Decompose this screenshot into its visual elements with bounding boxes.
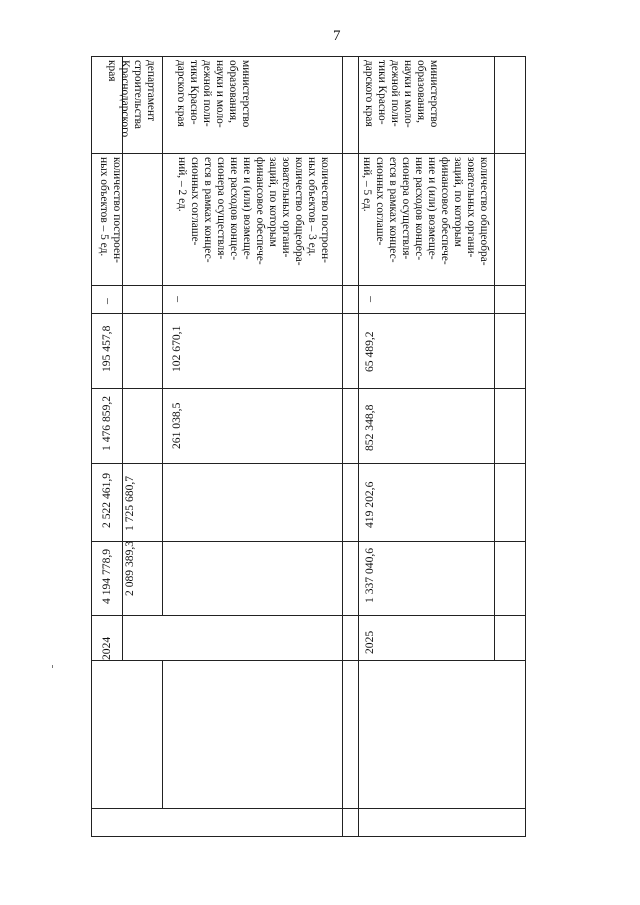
col-e-2024: – <box>100 298 113 304</box>
indicator-line: сионера осуществля- <box>215 157 227 260</box>
year-2024: 2024 <box>100 636 113 660</box>
indicator-line: заций, по которым <box>267 157 279 247</box>
sub-col-b-2024: 1 725 680,7 <box>123 475 136 531</box>
col-b-2025: 419 202,6 <box>363 481 376 528</box>
sub-indicator-2024 <box>175 157 331 266</box>
indicator-line: ных объектов – 3 ед. <box>306 157 318 257</box>
col-e-2025: – <box>363 296 376 302</box>
executor-line: науки и моло- <box>402 60 414 128</box>
executor-line: образования, <box>227 60 239 123</box>
indicator-line: ется в рамках концес- <box>387 157 399 263</box>
indicator-line: сионных соглаше- <box>374 157 386 246</box>
indicator-line: ние расходов концес- <box>413 157 425 261</box>
executor-line: дежной поли- <box>201 60 213 127</box>
indicator-line: количество общеобра- <box>293 157 305 266</box>
indicator-line: ных объектов – 5 ед. <box>98 157 110 257</box>
executor-line: министерство <box>428 60 440 128</box>
indicator-line: заций, по которым <box>452 157 464 247</box>
indicator-line: сионера осуществля- <box>400 157 412 260</box>
sub-executor-2024 <box>174 60 252 128</box>
indicator-line: ний, – 2 ед. <box>176 157 188 212</box>
indicator-2025 <box>360 157 490 266</box>
col-d-2025: 65 489,2 <box>363 331 376 372</box>
indicator-2024 <box>97 157 123 263</box>
page-number: 7 <box>333 28 341 44</box>
executor-line: дежной поли- <box>389 60 401 127</box>
indicator-line: количество построен- <box>319 157 331 263</box>
indicator-line: сионных соглаше- <box>189 157 201 246</box>
indicator-line: зовательных органи- <box>465 157 477 258</box>
col-b-2024: 2 522 461,9 <box>100 472 113 528</box>
executor-2025 <box>362 60 440 128</box>
executor-line: департамент <box>145 60 157 122</box>
indicator-line: ние и (или) возмеще- <box>426 157 438 260</box>
executor-line: строительства <box>132 60 144 129</box>
executor-line: дарского края <box>175 60 187 127</box>
year-2025: 2025 <box>363 630 376 654</box>
sub-col-e-2024: – <box>170 296 183 302</box>
col-c-2024: 1 476 859,2 <box>100 395 113 451</box>
total-2025: 1 337 040,6 <box>363 547 376 603</box>
executor-line: Краснодарского <box>119 60 131 138</box>
executor-2024 <box>105 60 157 137</box>
executor-line: дарского края <box>363 60 375 127</box>
indicator-line: количество общеобра- <box>478 157 490 266</box>
executor-line: министерство <box>240 60 252 128</box>
indicator-line: ние и (или) возмеще- <box>241 157 253 260</box>
indicator-line: ется в рамках концес- <box>202 157 214 263</box>
sub-col-d-2024: 102 670,1 <box>170 325 183 372</box>
col-c-2025: 852 348,8 <box>363 404 376 451</box>
indicator-line: количество построен- <box>111 157 123 263</box>
indicator-line: зовательных органи- <box>280 157 292 258</box>
executor-line: образования, <box>415 60 427 123</box>
sub-col-c-2024: 261 038,5 <box>170 402 183 449</box>
col-d-2024: 195 457,8 <box>100 325 113 372</box>
executor-line: тики Красно- <box>376 60 388 125</box>
executor-line: тики Красно- <box>188 60 200 125</box>
executor-line: науки и моло- <box>214 60 226 128</box>
executor-line: края <box>106 60 118 82</box>
total-2024: 4 194 778,9 <box>100 548 113 604</box>
sub-total-2024: 2 089 389,3 <box>123 540 136 596</box>
indicator-line: финансовое обеспече- <box>254 157 266 265</box>
indicator-line: финансовое обеспече- <box>439 157 451 265</box>
indicator-line: ние расходов концес- <box>228 157 240 261</box>
indicator-line: ний, – 5 ед. <box>361 157 373 212</box>
